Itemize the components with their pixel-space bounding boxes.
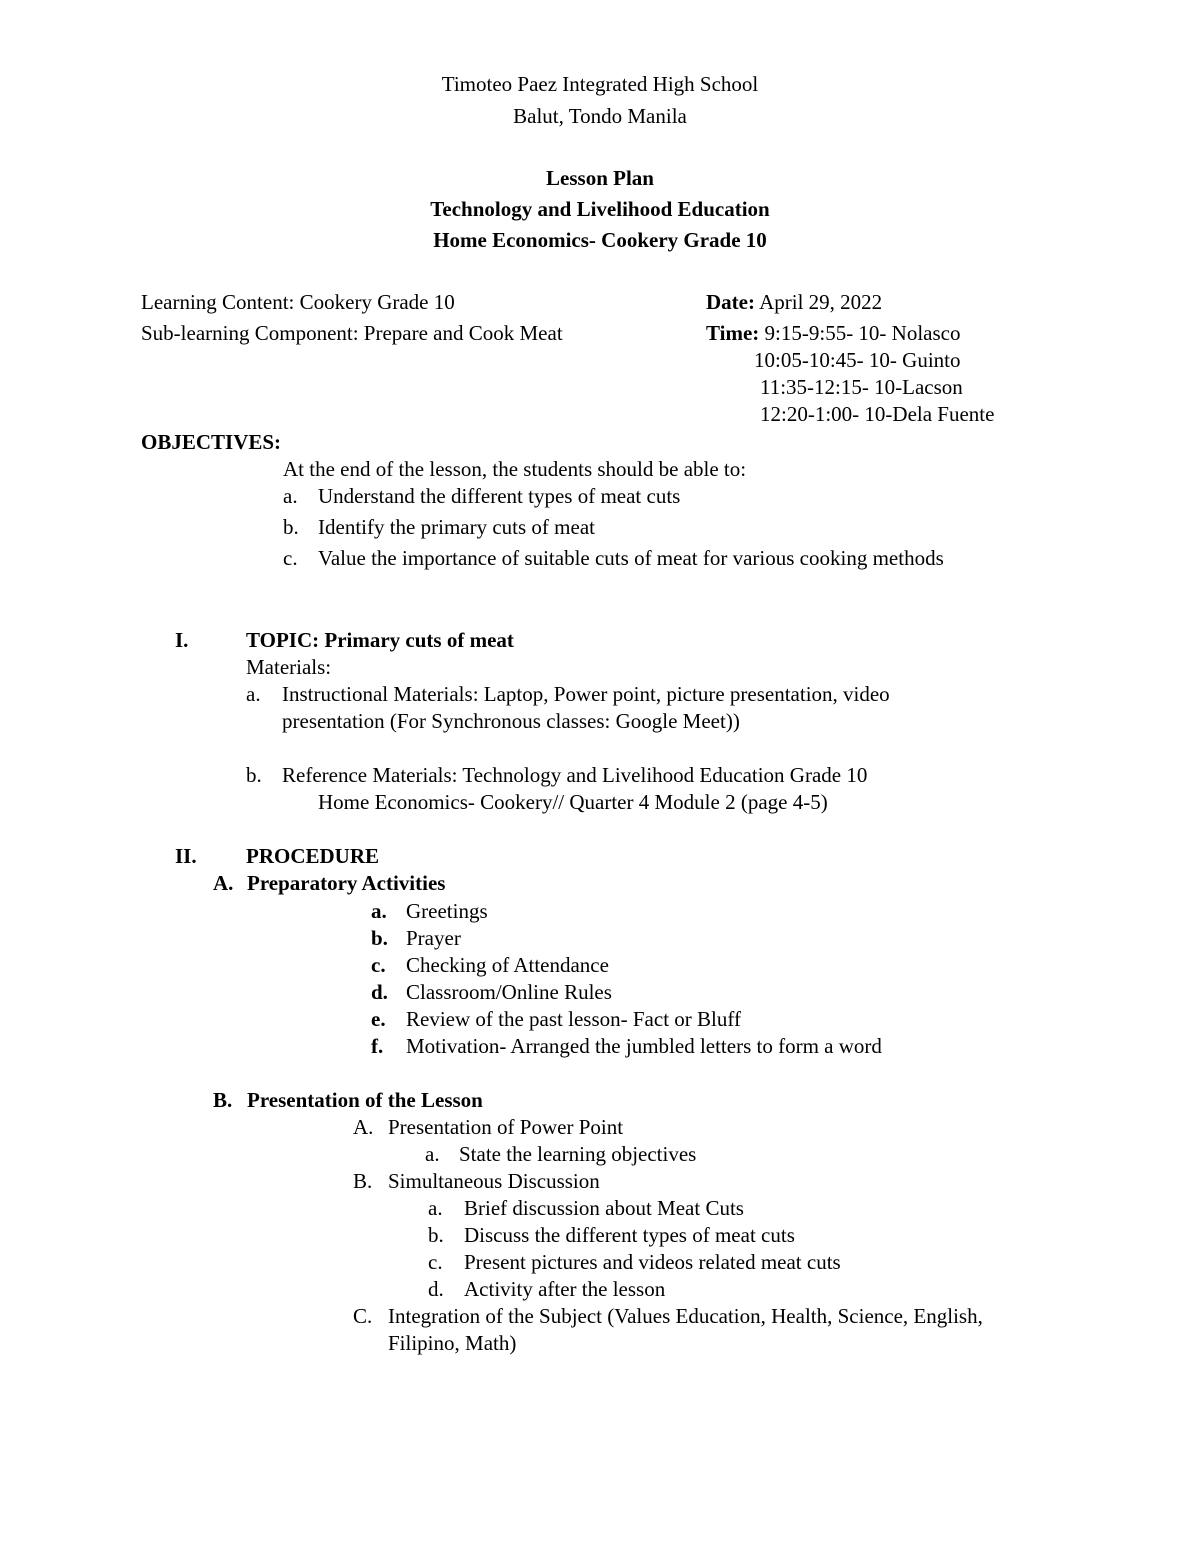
list-marker: a. [428,1196,443,1220]
objective-item: Identify the primary cuts of meat [318,515,595,539]
topic-heading: TOPIC: Primary cuts of meat [246,628,514,652]
list-marker: b. [246,763,262,787]
material-item: Home Economics- Cookery// Quarter 4 Module 2 (page 4-5) [318,790,828,814]
activity-item: Prayer [406,926,461,950]
presentation-heading: Presentation of the Lesson [247,1088,483,1112]
presentation-item: Integration of the Subject (Values Education, Health, Science, English, [388,1304,983,1328]
list-marker: b. [428,1223,444,1247]
activity-item: Review of the past lesson- Fact or Bluff [406,1007,741,1031]
course-title: Home Economics- Cookery Grade 10 [433,228,767,252]
list-marker: B. [213,1088,233,1112]
learning-content: Learning Content: Cookery Grade 10 [141,290,455,314]
date-line [706,292,882,313]
time-label: Time: [706,321,760,345]
procedure-heading: PROCEDURE [246,844,380,868]
presentation-subitem: Activity after the lesson [464,1277,666,1301]
activity-item: Checking of Attendance [406,953,609,977]
list-marker: a. [283,484,298,508]
presentation-item: Filipino, Math) [388,1331,517,1355]
list-marker: b. [283,515,299,539]
material-item: Instructional Materials: Laptop, Power point, picture presentation, video [282,682,890,706]
school-address: Balut, Tondo Manila [513,104,687,128]
date-value: April 29, 2022 [754,290,883,314]
presentation-subitem: State the learning objectives [459,1142,697,1166]
date-label: Date: [706,290,755,314]
doc-title: Lesson Plan [546,166,654,190]
list-marker: c. [371,953,386,977]
list-marker: b. [371,926,388,950]
list-marker: f. [371,1034,384,1058]
time-value: 10:05-10:45- 10- Guinto [754,348,961,372]
activity-item: Greetings [406,899,488,923]
list-marker: c. [428,1250,443,1274]
materials-label: Materials: [246,655,332,679]
list-marker: e. [371,1007,386,1031]
objectives-heading: OBJECTIVES: [141,430,282,454]
presentation-subitem: Brief discussion about Meat Cuts [464,1196,744,1220]
list-marker: a. [246,682,261,706]
list-marker: A. [353,1115,374,1139]
activity-item: Classroom/Online Rules [406,980,612,1004]
list-marker: a. [425,1142,440,1166]
subject-title: Technology and Livelihood Education [430,197,770,221]
time-value: 9:15-9:55- 10- Nolasco [759,321,961,345]
presentation-item: Simultaneous Discussion [388,1169,600,1193]
preparatory-heading: Preparatory Activities [247,871,446,895]
section-numeral: I. [175,628,189,652]
list-marker: A. [213,871,234,895]
section-numeral: II. [175,844,197,868]
list-marker: C. [353,1304,373,1328]
time-value: 12:20-1:00- 10-Dela Fuente [760,402,995,426]
activity-item: Motivation- Arranged the jumbled letters to form a word [406,1034,882,1058]
list-marker: a. [371,899,387,923]
objectives-intro: At the end of the lesson, the students should be able to: [283,457,747,481]
objective-item: Understand the different types of meat cuts [318,484,681,508]
time-line [706,323,961,344]
sub-learning-component: Sub-learning Component: Prepare and Cook Meat [141,321,563,345]
list-marker: d. [371,980,388,1004]
material-item: Reference Materials: Technology and Livelihood Education Grade 10 [282,763,868,787]
presentation-item: Presentation of Power Point [388,1115,624,1139]
list-marker: c. [283,546,298,570]
list-marker: B. [353,1169,373,1193]
list-marker: d. [428,1277,444,1301]
school-name: Timoteo Paez Integrated High School [441,72,759,96]
objective-item: Value the importance of suitable cuts of meat for various cooking methods [318,546,944,570]
material-item: presentation (For Synchronous classes: Google Meet)) [282,709,740,733]
presentation-subitem: Present pictures and videos related meat cuts [464,1250,841,1274]
presentation-subitem: Discuss the different types of meat cuts [464,1223,795,1247]
time-value: 11:35-12:15- 10-Lacson [760,375,963,399]
